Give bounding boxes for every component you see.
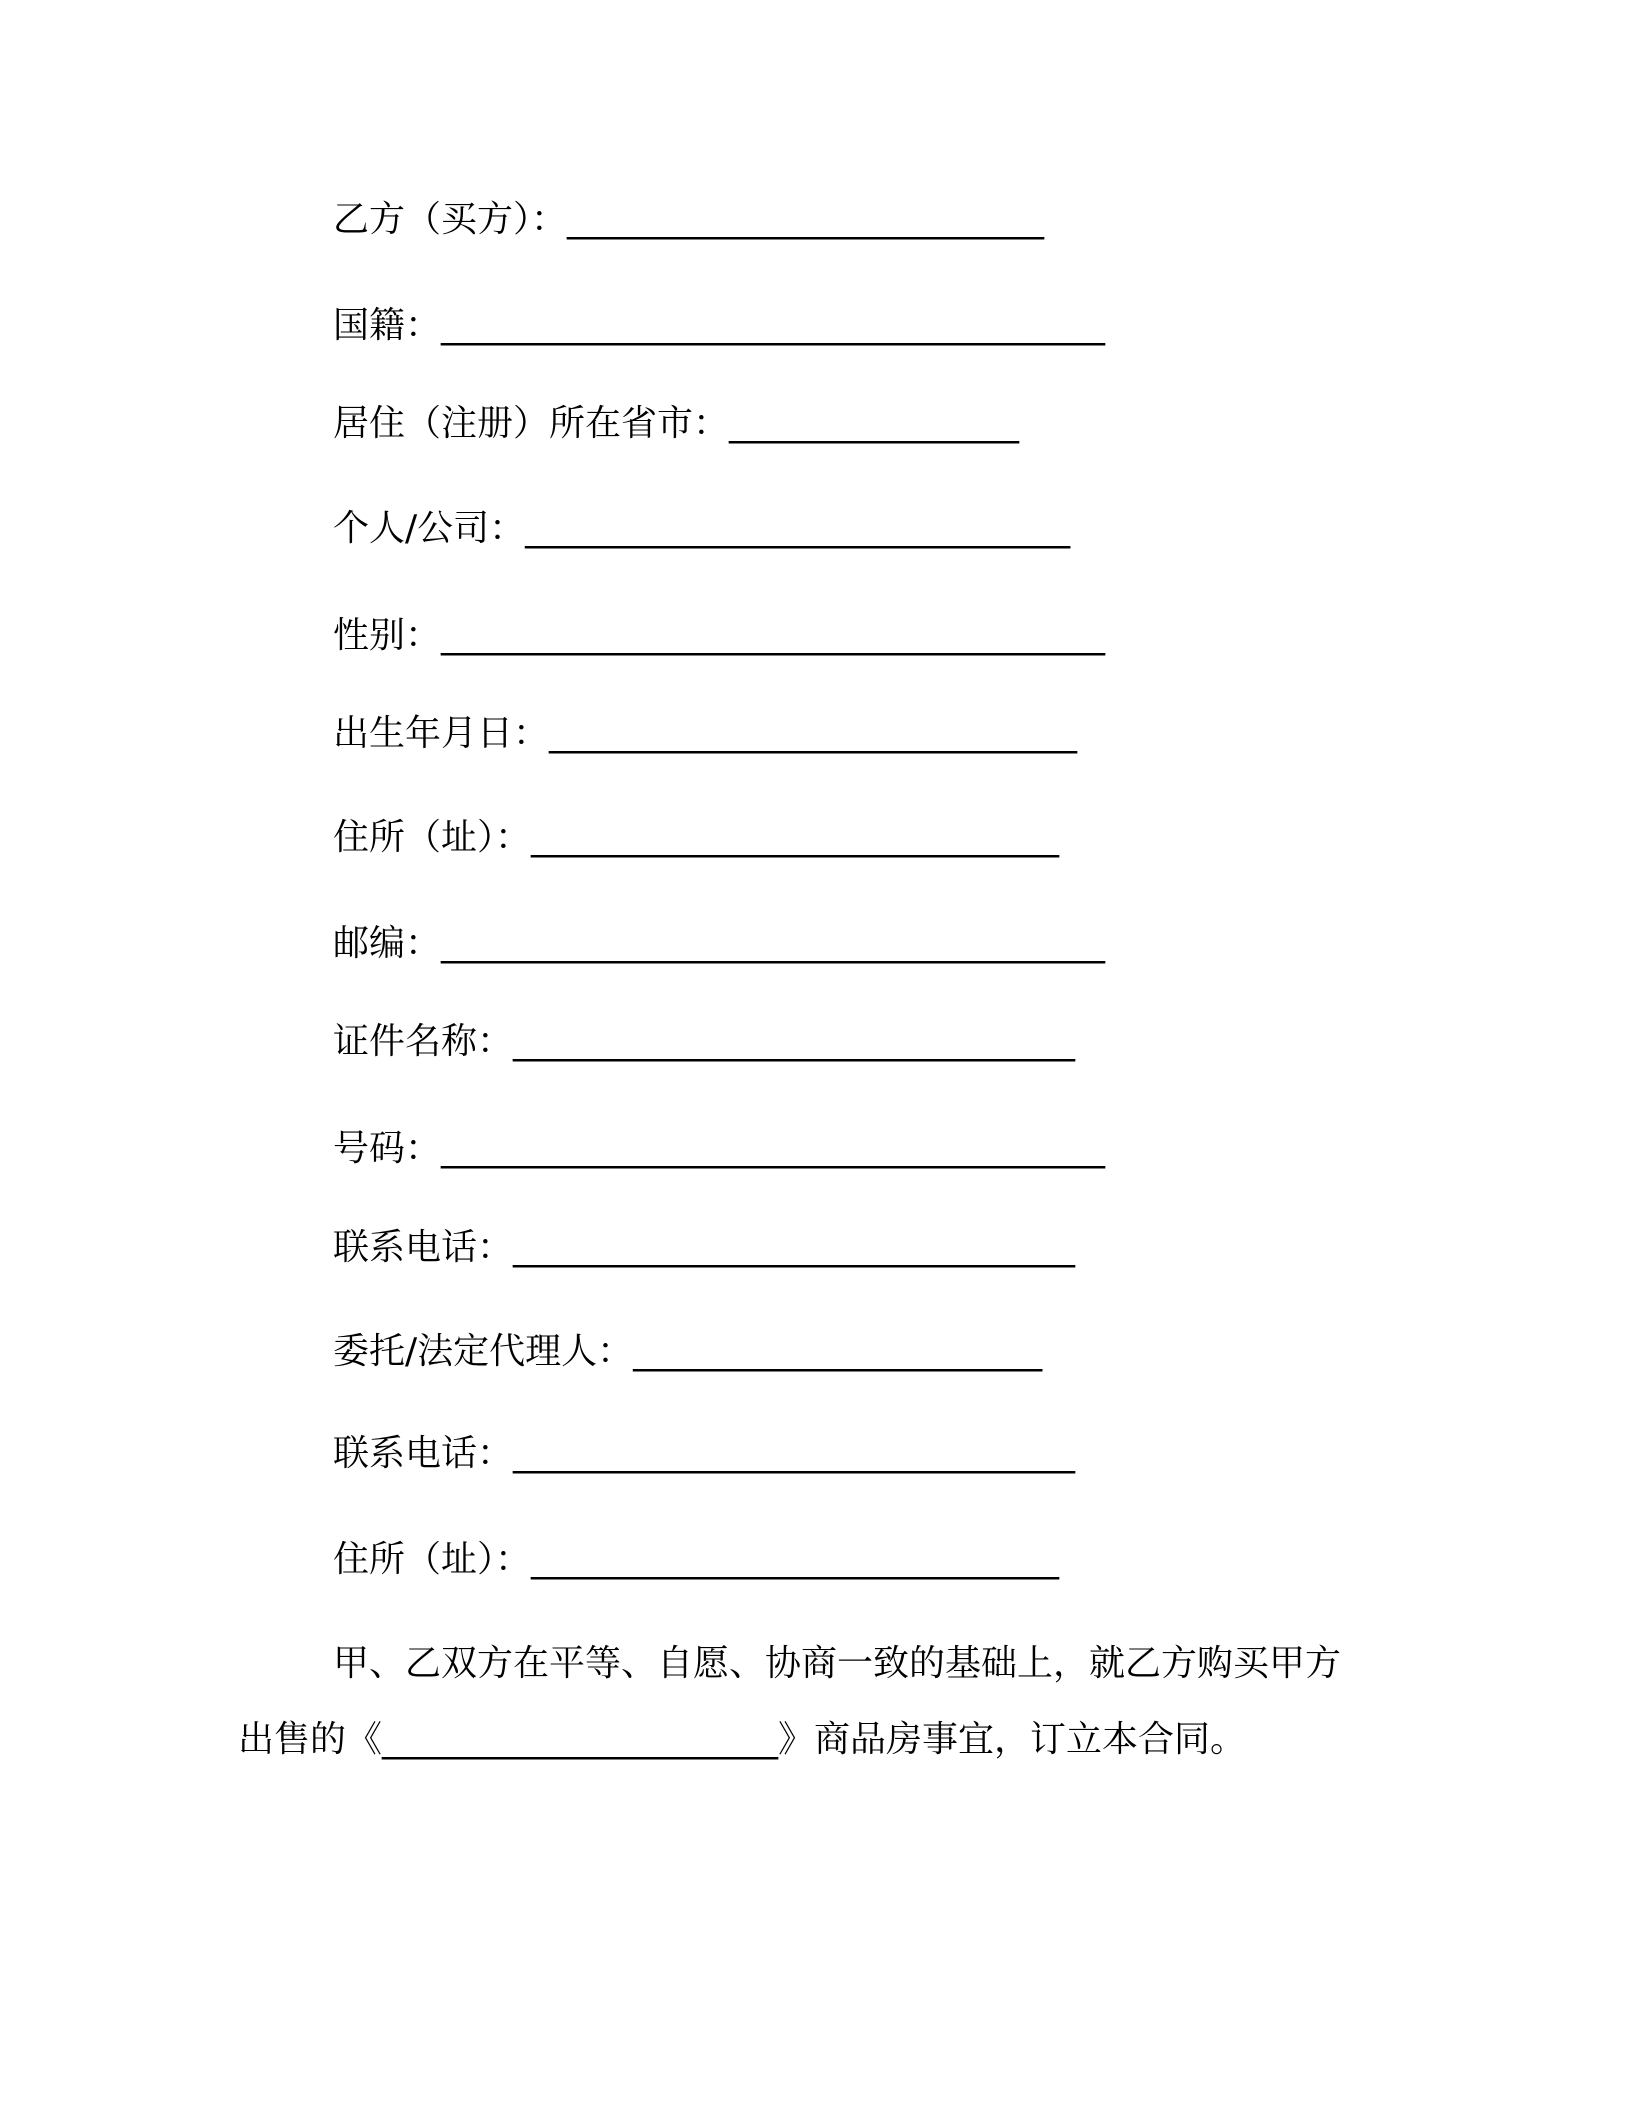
field-label: 住所（址）： [333, 1539, 532, 1580]
field-label: 个人/公司： [333, 508, 526, 549]
field-blank: ____________________________ [567, 199, 1044, 240]
contract-paragraph-line-1: 甲、乙双方在平等、自愿、协商一致的基础上，就乙方购买甲方 [333, 1643, 1342, 1684]
field-residence-province [333, 400, 1018, 448]
field-id-type [333, 1018, 1074, 1066]
field-label: 居住（注册）所在省市： [333, 403, 730, 444]
field-agent [333, 1328, 1041, 1376]
field-label: 出生年月日： [333, 713, 550, 754]
field-label: 联系电话： [333, 1227, 514, 1268]
field-address [333, 814, 1058, 862]
field-birth-date [333, 710, 1076, 758]
field-label: 国籍： [333, 305, 442, 346]
field-blank: _______________________________ [531, 817, 1059, 858]
field-agent-address [333, 1536, 1058, 1584]
field-label: 委托/法定代理人： [333, 1331, 634, 1372]
field-blank: _______________________________________ [441, 305, 1105, 346]
field-blank: _______________________________________ [441, 615, 1105, 656]
field-nationality [333, 302, 1104, 350]
field-blank: _______________________________ [549, 713, 1077, 754]
field-label: 住所（址）： [333, 817, 532, 858]
field-blank: _______________________________ [531, 1539, 1059, 1580]
field-blank: _________________ [729, 403, 1019, 444]
field-blank: _________________________________ [513, 1021, 1075, 1062]
field-label: 乙方（买方）： [333, 199, 568, 240]
field-agent-phone [333, 1430, 1074, 1478]
field-label: 邮编： [333, 923, 442, 964]
field-individual-company [333, 505, 1069, 553]
field-gender [333, 612, 1104, 660]
field-blank: ________________________________ [525, 508, 1070, 549]
field-blank: _________________________________ [513, 1227, 1075, 1268]
contract-paragraph-line-2: 出售的《______________________》商品房事宜，订立本合同。 [238, 1719, 1247, 1760]
field-label: 性别： [333, 615, 442, 656]
field-postcode [333, 920, 1104, 968]
field-label: 联系电话： [333, 1433, 514, 1474]
field-blank: _________________________________ [513, 1433, 1075, 1474]
field-blank: _______________________________________ [441, 923, 1105, 964]
field-buyer [333, 196, 1043, 244]
field-label: 号码： [333, 1128, 442, 1169]
field-label: 证件名称： [333, 1021, 514, 1062]
field-id-number [333, 1125, 1104, 1173]
field-blank: ________________________ [633, 1331, 1042, 1372]
field-phone [333, 1224, 1074, 1272]
field-blank: _______________________________________ [441, 1128, 1105, 1169]
